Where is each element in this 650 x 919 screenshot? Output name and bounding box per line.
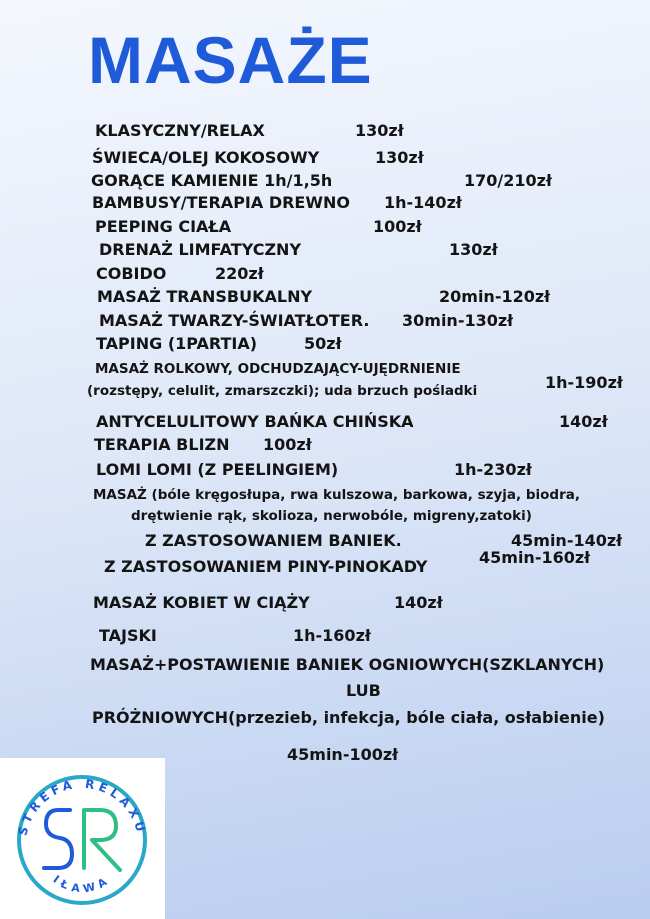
service-name: KLASYCZNY/RELAX <box>95 121 265 140</box>
service-name: MASAŻ+POSTAWIENIE BANIEK OGNIOWYCH(SZKLANYCH) <box>90 655 605 674</box>
page-title: MASAŻE <box>88 23 373 97</box>
service-price: 1h-160zł <box>293 626 371 645</box>
logo <box>0 758 165 919</box>
service-price: 1h-190zł <box>545 373 623 392</box>
service-price: 100zł <box>373 217 422 236</box>
service-name: MASAŻ (bóle kręgosłupa, rwa kulszowa, barkowa, szyja, biodra, <box>93 487 580 503</box>
service-name: TERAPIA BLIZN <box>94 435 230 454</box>
service-note: (rozstępy, celulit, zmarszczki); uda brzuch pośladki <box>87 383 478 399</box>
service-name: LOMI LOMI (Z PEELINGIEM) <box>96 460 339 479</box>
service-price: 45min-100zł <box>287 745 399 764</box>
service-price: 30min-130zł <box>402 311 514 330</box>
service-name: PEEPING CIAŁA <box>95 217 232 236</box>
service-price: 140zł <box>559 412 608 431</box>
svg-text:IŁAWA <box>51 873 114 896</box>
service-price: 1h-140zł <box>384 193 462 212</box>
service-name: MASAŻ ROLKOWY, ODCHUDZAJĄCY-UJĘDRNIENIE <box>95 361 461 377</box>
service-price: 45min-140zł <box>511 531 623 550</box>
service-price: 140zł <box>394 593 443 612</box>
service-price: 170/210zł <box>464 171 552 190</box>
logo-s-mark <box>44 810 72 868</box>
service-price: 100zł <box>263 435 312 454</box>
service-name: BAMBUSY/TERAPIA DREWNO <box>92 193 350 212</box>
service-price: 45min-160zł <box>479 548 591 567</box>
logo-bottom-text: IŁAWA <box>50 872 114 896</box>
service-name: MASAŻ TWARZY-ŚWIATŁOTER. <box>99 311 370 330</box>
service-name: TAPING (1PARTIA) <box>96 334 258 353</box>
service-price: 130zł <box>355 121 404 140</box>
service-name: GORĄCE KAMIENIE 1h/1,5h <box>91 171 333 190</box>
service-name: Z ZASTOSOWANIEM PINY-PINOKADY <box>104 557 428 576</box>
service-name: MASAŻ KOBIET W CIĄŻY <box>93 593 310 612</box>
service-name: ŚWIECA/OLEJ KOKOSOWY <box>92 148 320 167</box>
service-name: COBIDO <box>96 264 167 283</box>
service-price: 130zł <box>375 148 424 167</box>
service-name: TAJSKI <box>99 626 157 645</box>
service-price: 220zł <box>215 264 264 283</box>
service-price: 20min-120zł <box>439 287 551 306</box>
service-price: 1h-230zł <box>454 460 532 479</box>
service-name: Z ZASTOSOWANIEM BANIEK. <box>145 531 402 550</box>
service-note: drętwienie rąk, skolioza, nerwobóle, migreny,zatoki) <box>131 508 532 524</box>
service-note: PRÓŻNIOWYCH(przezieb, infekcja, bóle ciała, osłabienie) <box>92 708 605 727</box>
logo-top-text: STREFA RELAXU <box>15 776 149 837</box>
service-or: LUB <box>346 681 381 700</box>
service-name: MASAŻ TRANSBUKALNY <box>97 287 313 306</box>
service-price: 130zł <box>449 240 498 259</box>
logo-r-mark <box>84 810 120 870</box>
service-price: 50zł <box>304 334 342 353</box>
service-name: ANTYCELULITOWY BAŃKA CHIŃSKA <box>96 412 414 431</box>
service-name: DRENAŻ LIMFATYCZNY <box>99 240 302 259</box>
